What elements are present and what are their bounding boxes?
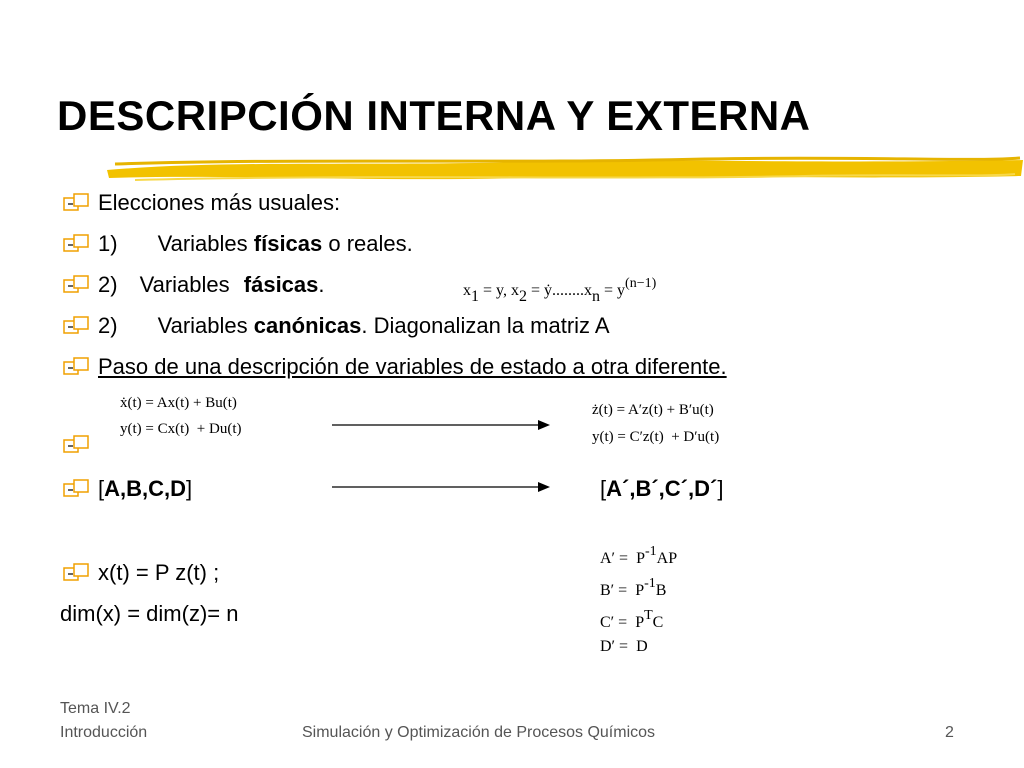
bullet-bold-term: físicas: [253, 231, 323, 256]
folder-bullet-icon: [60, 315, 92, 337]
bullet-bold-term: fásicas: [243, 272, 319, 297]
folder-bullet-icon: [60, 192, 92, 214]
footer-course: Simulación y Optimización de Procesos Químicos: [302, 724, 656, 741]
folder-bullet-icon: [60, 233, 92, 255]
folder-bullet-icon: [60, 356, 92, 378]
transform-arrow-top: [332, 418, 552, 432]
matrices-transformed: [A´,B´,C´,D´]: [600, 476, 724, 501]
relation-d: D′ = D: [600, 638, 648, 655]
bullet-text: Elecciones más usuales:: [98, 190, 341, 215]
list-number: 2): [98, 313, 118, 338]
folder-bullet-icon: [60, 274, 92, 296]
bracket-close: ]: [186, 476, 193, 501]
bullet-text: Variables: [157, 313, 254, 338]
bullet-variables-fasicas: [60, 272, 325, 298]
bullet-paso-descripcion: [60, 354, 727, 380]
folder-bullet-icon: [60, 478, 92, 500]
footer-topic: Tema IV.2: [60, 700, 131, 717]
bullet-text: Variables: [157, 231, 254, 256]
list-number: 2): [98, 272, 118, 297]
bullet-elecciones: [60, 190, 340, 216]
list-number: 1): [98, 231, 118, 256]
bullet-variables-fisicas: [60, 231, 413, 257]
bullet-text: Paso de una descripción de variables de estado a otra diferente.: [98, 354, 727, 379]
footer-section: Introducción: [60, 724, 148, 741]
bullet-matrices: [60, 476, 192, 502]
bullet-text: .: [318, 272, 325, 297]
folder-bullet-icon: [60, 434, 92, 456]
matrices-original: A,B,C,D: [104, 476, 187, 501]
page-number: 2: [945, 724, 954, 741]
transform-arrow-bottom: [332, 480, 552, 494]
title-highlight-stroke: [105, 150, 1024, 184]
bullet-variables-canonicas: [60, 313, 610, 339]
right-output-equation: y(t) = C′z(t) + D′u(t): [592, 429, 720, 445]
relation-b: $B' = P^{-1}B$: [600, 576, 667, 599]
right-state-equation: ż(t) = A′z(t) + B′u(t): [592, 402, 714, 418]
dimension-line: dim(x) = dim(z)= n: [60, 601, 239, 626]
left-output-equation: y(t) = Cx(t) + Du(t): [120, 421, 242, 437]
slide-title: DESCRIPCIÓN INTERNA Y EXTERNA: [57, 92, 811, 139]
folder-bullet-icon: [60, 562, 92, 584]
relation-a: $A' = P^{-1}AP$: [600, 544, 678, 567]
bullet-text: Variables: [139, 272, 236, 297]
bullet-text: o reales.: [322, 231, 413, 256]
bullet-transformation: [60, 560, 219, 586]
phasic-variables-equation: $x_1 = y$, $x_2$ = $ẏ........x_n = y^{(n-1)}$: [463, 276, 657, 305]
bullet-bold-term: canónicas: [253, 313, 362, 338]
bullet-text: . Diagonalizan la matriz A: [361, 313, 610, 338]
bullet-empty: [60, 434, 98, 456]
bullet-text: x(t) = P z(t) ;: [98, 560, 220, 585]
relation-c: $C' = P^TC$: [600, 608, 664, 631]
bracket-open: [: [98, 476, 105, 501]
left-state-equation: ẋ(t) = Ax(t) + Bu(t): [120, 395, 237, 411]
